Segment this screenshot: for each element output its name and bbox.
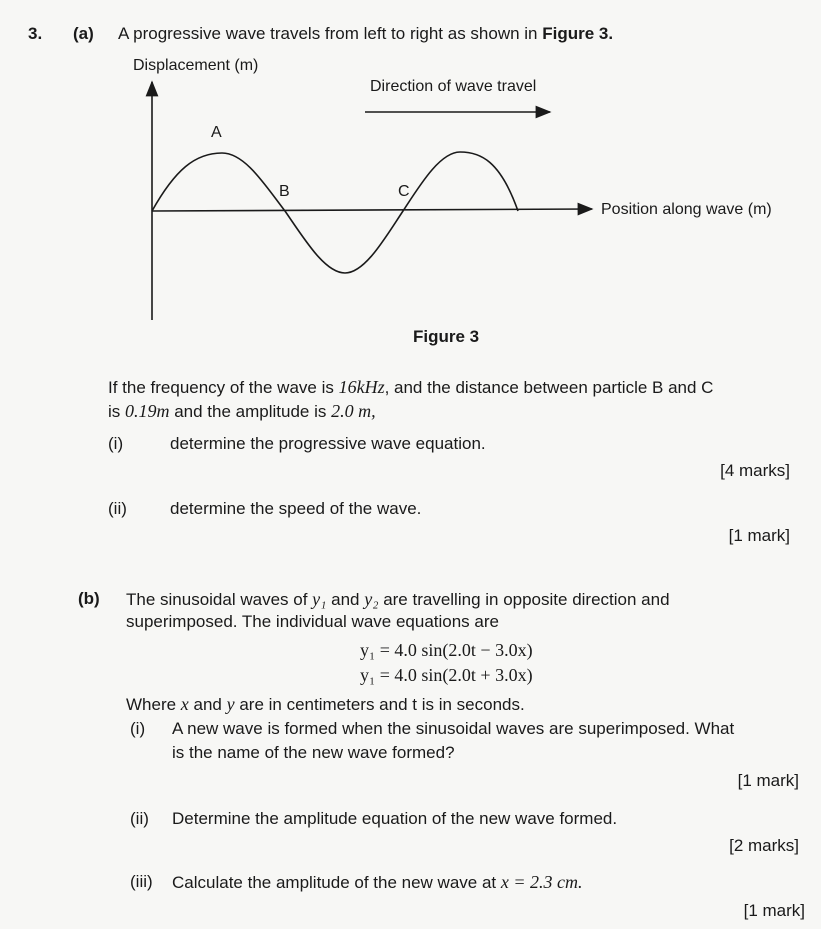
a-ii-text: determine the speed of the wave. <box>170 499 422 518</box>
text: and <box>188 695 227 714</box>
a-ii-marks: [1 mark] <box>728 526 790 545</box>
a-ii-label: (ii) <box>108 499 127 518</box>
text: are travelling in opposite direction and <box>378 590 670 609</box>
equation-2: y₁ = 4.0 sin(2.0t + 3.0x) <box>360 665 533 685</box>
b-iii-text <box>172 872 583 893</box>
wave-diagram <box>0 0 821 360</box>
a-i-marks: [4 marks] <box>720 461 790 480</box>
a-i-label: (i) <box>108 434 124 453</box>
text: Where <box>126 695 181 714</box>
b-line-2: superimposed. The individual wave equations are <box>126 612 499 631</box>
x-symbol: x <box>180 694 189 714</box>
point-c-label: C <box>398 183 410 200</box>
wave-curve <box>152 152 518 273</box>
point-a-label: A <box>211 124 222 141</box>
text: and <box>326 590 365 609</box>
text: are in centimeters and t is in seconds. <box>234 695 525 714</box>
b-i-line-2: is the name of the new wave formed? <box>172 743 455 762</box>
b-i-label: (i) <box>130 719 146 738</box>
frequency-value: 16kHz <box>338 377 385 397</box>
b-ii-text: Determine the amplitude equation of the new wave formed. <box>172 809 618 828</box>
equation-1: y₁ = 4.0 sin(2.0t − 3.0x) <box>360 640 533 660</box>
y1-symbol: y₁ <box>312 589 327 609</box>
question-number: 3. <box>28 24 43 43</box>
b-line-1 <box>126 589 670 610</box>
text: and the amplitude is <box>169 402 332 421</box>
part-a-label: (a) <box>73 24 94 43</box>
y-axis-label: Displacement (m) <box>133 57 259 74</box>
b-ii-label: (ii) <box>130 809 149 828</box>
b-iii-label: (iii) <box>130 872 153 891</box>
b-i-line-1: A new wave is formed when the sinusoidal waves are superimposed. What <box>172 719 735 738</box>
amplitude-value: 2.0 m, <box>331 401 376 421</box>
intro-text: A progressive wave travels from left to right as shown in <box>118 24 543 43</box>
figure-caption: Figure 3 <box>413 327 480 346</box>
b-iii-marks: [1 mark] <box>743 901 805 920</box>
direction-label: Direction of wave travel <box>370 78 537 95</box>
b-ii-marks: [2 marks] <box>729 836 799 855</box>
text: , and the distance between particle B and C <box>384 378 714 397</box>
text: is <box>108 402 125 421</box>
y2-symbol: y₂ <box>364 589 379 609</box>
x-axis <box>152 209 592 211</box>
x-axis-label: Position along wave (m) <box>601 201 772 218</box>
y-symbol: y <box>226 694 235 714</box>
text: The sinusoidal waves of <box>126 590 313 609</box>
point-b-label: B <box>279 183 290 200</box>
figure-reference: Figure 3. <box>542 24 614 43</box>
position-value: x = 2.3 cm. <box>500 872 583 892</box>
b-i-marks: [1 mark] <box>737 771 799 790</box>
given-line-2 <box>108 401 376 422</box>
distance-value: 0.19m <box>125 401 170 421</box>
part-b-label: (b) <box>78 589 100 608</box>
units-note <box>126 694 525 715</box>
a-i-text: determine the progressive wave equation. <box>170 434 486 453</box>
text: Calculate the amplitude of the new wave at <box>172 873 501 892</box>
given-line-1 <box>108 377 713 398</box>
text: If the frequency of the wave is <box>108 378 339 397</box>
